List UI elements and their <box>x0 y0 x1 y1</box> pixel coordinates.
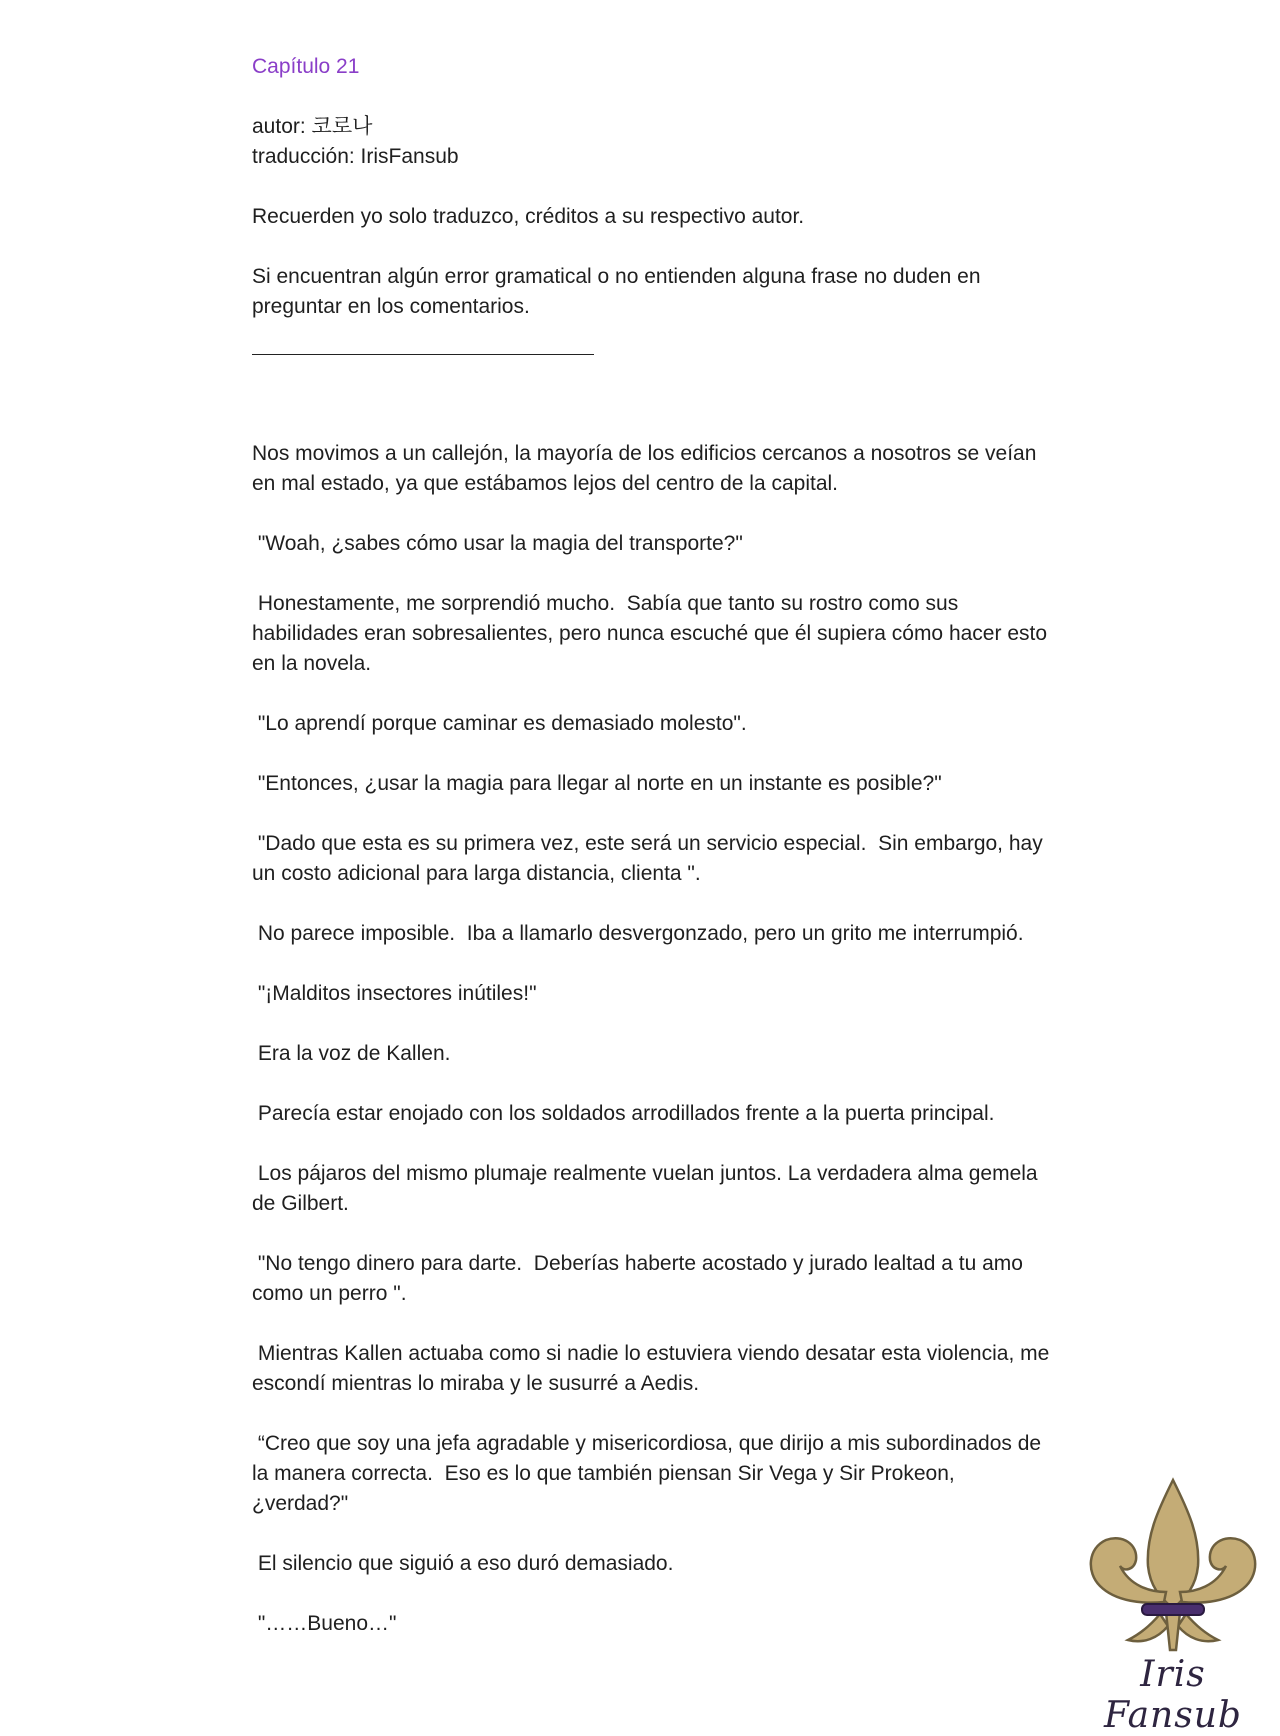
story-paragraph: "Woah, ¿sabes cómo usar la magia del transporte?" <box>252 532 743 555</box>
watermark-logo-text: Iris Fansub <box>1104 1654 1242 1736</box>
story-body <box>252 439 1056 1639</box>
note-errors: Si encuentran algún error gramatical o no entienden alguna frase no duden en preguntar en los comentarios. <box>252 265 987 318</box>
iris-fansub-watermark <box>1080 1474 1266 1736</box>
story-paragraph: No parece imposible. Iba a llamarlo desvergonzado, pero un grito me interrumpió. <box>252 922 1024 945</box>
document-page <box>252 52 1056 1669</box>
note-credits: Recuerden yo solo traduzco, créditos a su respectivo autor. <box>252 205 805 228</box>
story-paragraph: "No tengo dinero para darte. Deberías haberte acostado y jurado lealtad a tu amo como un perro ". <box>252 1252 1029 1305</box>
chapter-title: Capítulo 21 <box>252 55 360 78</box>
fleur-de-lis-icon <box>1080 1474 1266 1654</box>
story-paragraph: Era la voz de Kallen. <box>252 1042 451 1065</box>
story-paragraph: Nos movimos a un callejón, la mayoría de los edificios cercanos a nosotros se veían en mal estado, ya que estábamos lejos del centro de la capital. <box>252 442 1043 495</box>
story-paragraph: Honestamente, me sorprendió mucho. Sabía que tanto su rostro como sus habilidades eran sobresalientes, pero nunca escuché que él supiera cómo hacer esto en la novela. <box>252 592 1053 675</box>
story-paragraph: "Lo aprendí porque caminar es demasiado molesto". <box>252 712 747 735</box>
story-paragraph: Los pájaros del mismo plumaje realmente vuelan juntos. La verdadera alma gemela de Gilbert. <box>252 1162 1044 1215</box>
credits-block <box>252 112 1052 172</box>
story-paragraph: Mientras Kallen actuaba como si nadie lo estuviera viendo desatar esta violencia, me escondí mientras lo miraba y le susurré a Aedis. <box>252 1342 1056 1395</box>
translation-line: traducción: IrisFansub <box>252 145 459 168</box>
story-paragraph: "Dado que esta es su primera vez, este será un servicio especial. Sin embargo, hay un costo adicional para larga distancia, clienta ". <box>252 832 1049 885</box>
story-paragraph: "Entonces, ¿usar la magia para llegar al norte en un instante es posible?" <box>252 772 942 795</box>
story-paragraph: El silencio que siguió a eso duró demasiado. <box>252 1552 674 1575</box>
story-paragraph: Parecía estar enojado con los soldados arrodillados frente a la puerta principal. <box>252 1102 995 1125</box>
story-paragraph: “Creo que soy una jefa agradable y misericordiosa, que dirijo a mis subordinados de la manera correcta. Eso es lo que también piensan Sir Vega y Sir Prokeon, ¿verdad?" <box>252 1432 1047 1515</box>
author-line: autor: 코로나 <box>252 115 373 138</box>
story-paragraph: "¡Malditos insectores inútiles!" <box>252 982 537 1005</box>
divider-spacing <box>252 355 1052 439</box>
story-paragraph: "……Bueno…" <box>252 1612 397 1635</box>
